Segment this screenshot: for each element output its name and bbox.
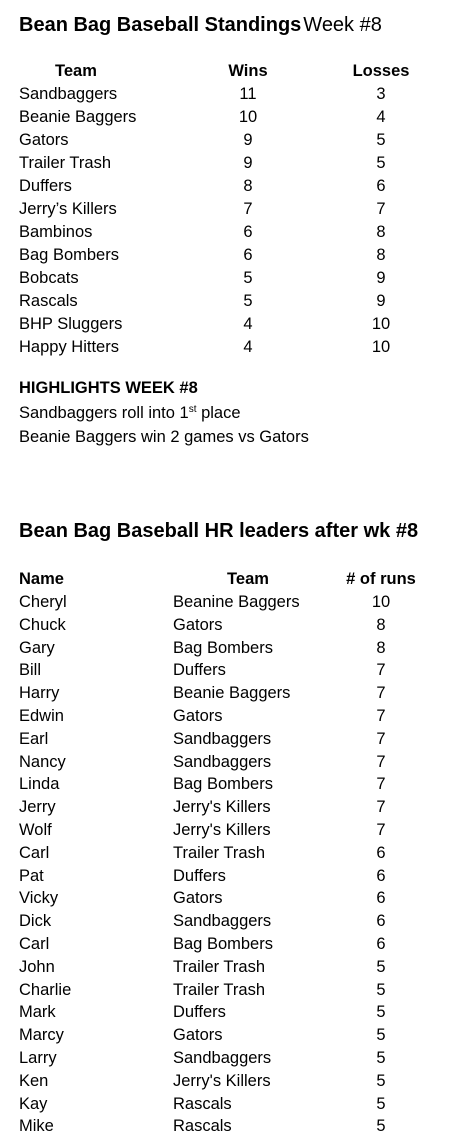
hr-player-runs: 6 (376, 935, 386, 953)
hr-header-name: Name (19, 570, 64, 588)
standings-losses: 9 (376, 292, 386, 310)
hr-player-name: Cheryl (19, 593, 67, 611)
hr-player-team: Bag Bombers (173, 935, 273, 953)
hr-player-name: Gary (19, 639, 55, 657)
hr-row (0, 1047, 459, 1070)
standings-title (19, 14, 382, 37)
hr-player-team: Gators (173, 889, 223, 907)
standings-wins: 7 (243, 200, 253, 218)
hr-row (0, 728, 459, 751)
hr-player-team: Trailer Trash (173, 844, 265, 862)
standings-row (0, 244, 459, 267)
hr-player-team: Bag Bombers (173, 639, 273, 657)
hr-player-name: Jerry (19, 798, 56, 816)
standings-team: BHP Sluggers (19, 315, 123, 333)
hr-player-name: Ken (19, 1072, 49, 1090)
hr-row (0, 751, 459, 774)
hr-player-team: Beanie Baggers (173, 684, 291, 702)
hr-player-runs: 5 (376, 1003, 386, 1021)
standings-losses: 8 (376, 246, 386, 264)
standings-team: Bag Bombers (19, 246, 119, 264)
standings-row (0, 175, 459, 198)
hr-player-team: Gators (173, 707, 223, 725)
hr-row (0, 1024, 459, 1047)
standings-row (0, 152, 459, 175)
hr-player-runs: 5 (376, 981, 386, 999)
hr-player-runs: 6 (376, 889, 386, 907)
standings-team: Happy Hitters (19, 338, 119, 356)
hr-player-runs: 6 (376, 912, 386, 930)
hr-player-runs: 7 (376, 798, 386, 816)
hr-row (0, 1115, 459, 1138)
hr-player-name: Harry (19, 684, 60, 702)
hr-player-name: Pat (19, 867, 44, 885)
hr-player-runs: 6 (376, 844, 386, 862)
hr-row (0, 1070, 459, 1093)
hr-row (0, 682, 459, 705)
standings-losses: 6 (376, 177, 386, 195)
hr-player-team: Rascals (173, 1117, 232, 1135)
standings-wins: 4 (243, 338, 253, 356)
hr-player-team: Jerry's Killers (173, 821, 271, 839)
hr-player-runs: 6 (376, 867, 386, 885)
hr-row (0, 1001, 459, 1024)
hr-player-name: Kay (19, 1095, 48, 1113)
highlight-line-1-sup: st (188, 404, 197, 415)
standings-row (0, 221, 459, 244)
standings-wins: 6 (243, 246, 253, 264)
hr-row (0, 1093, 459, 1116)
hr-row (0, 865, 459, 888)
hr-header-team: Team (227, 570, 269, 588)
hr-row (0, 842, 459, 865)
hr-player-team: Sandbaggers (173, 730, 272, 748)
hr-player-team: Trailer Trash (173, 958, 265, 976)
highlight-line-1-tail: place (196, 404, 241, 422)
standings-losses: 5 (376, 154, 386, 172)
hr-player-team: Jerry's Killers (173, 798, 271, 816)
standings-row (0, 313, 459, 336)
hr-player-runs: 5 (376, 1026, 386, 1044)
standings-wins: 5 (243, 292, 253, 310)
hr-player-name: Marcy (19, 1026, 64, 1044)
hr-player-name: Carl (19, 844, 50, 862)
standings-team: Rascals (19, 292, 78, 310)
standings-losses: 7 (376, 200, 386, 218)
hr-player-team: Trailer Trash (173, 981, 265, 999)
hr-player-runs: 5 (376, 958, 386, 976)
hr-row (0, 614, 459, 637)
hr-player-runs: 5 (376, 1049, 386, 1067)
standings-row (0, 336, 459, 359)
hr-row (0, 979, 459, 1002)
hr-player-team: Gators (173, 616, 223, 634)
hr-player-runs: 7 (376, 684, 386, 702)
hr-player-team: Sandbaggers (173, 1049, 272, 1067)
hr-row (0, 933, 459, 956)
hr-row (0, 659, 459, 682)
standings-losses: 3 (376, 85, 386, 103)
hr-header-runs: # of runs (346, 570, 416, 588)
hr-player-runs: 7 (376, 730, 386, 748)
hr-player-runs: 5 (376, 1117, 386, 1135)
hr-player-runs: 10 (371, 593, 391, 611)
standings-losses: 4 (376, 108, 386, 126)
standings-team: Trailer Trash (19, 154, 111, 172)
standings-row (0, 290, 459, 313)
highlight-line-2: Beanie Baggers win 2 games vs Gators (19, 428, 309, 446)
highlights-title: HIGHLIGHTS WEEK #8 (19, 379, 198, 397)
hr-player-team: Duffers (173, 867, 226, 885)
standings-header-wins: Wins (228, 62, 268, 80)
hr-player-team: Gators (173, 1026, 223, 1044)
hr-player-name: Mike (19, 1117, 54, 1135)
standings-row (0, 83, 459, 106)
standings-row (0, 106, 459, 129)
hr-player-runs: 7 (376, 775, 386, 793)
hr-row (0, 591, 459, 614)
hr-player-team: Sandbaggers (173, 912, 272, 930)
standings-row (0, 267, 459, 290)
standings-wins: 4 (243, 315, 253, 333)
hr-row (0, 796, 459, 819)
standings-wins: 9 (243, 154, 253, 172)
hr-player-name: Nancy (19, 753, 66, 771)
highlight-line-1-text: Sandbaggers roll into 1 (19, 404, 189, 422)
hr-row (0, 956, 459, 979)
hr-player-runs: 5 (376, 1095, 386, 1113)
standings-title-main: Bean Bag Baseball Standings (19, 14, 302, 36)
standings-header-losses: Losses (352, 62, 410, 80)
standings-wins: 10 (238, 108, 258, 126)
hr-player-name: Dick (19, 912, 52, 930)
hr-player-team: Sandbaggers (173, 753, 272, 771)
standings-team: Bambinos (19, 223, 93, 241)
hr-player-team: Beanine Baggers (173, 593, 300, 611)
hr-player-name: Earl (19, 730, 49, 748)
hr-player-name: Chuck (19, 616, 66, 634)
hr-row (0, 910, 459, 933)
standings-losses: 9 (376, 269, 386, 287)
hr-player-runs: 8 (376, 639, 386, 657)
highlight-line-1 (19, 404, 241, 423)
standings-wins: 8 (243, 177, 253, 195)
hr-player-runs: 5 (376, 1072, 386, 1090)
hr-row (0, 705, 459, 728)
hr-player-name: Larry (19, 1049, 57, 1067)
standings-team: Bobcats (19, 269, 79, 287)
standings-team: Jerry’s Killers (19, 200, 117, 218)
hr-player-name: Charlie (19, 981, 72, 999)
hr-player-team: Rascals (173, 1095, 232, 1113)
hr-player-runs: 7 (376, 753, 386, 771)
hr-player-runs: 7 (376, 661, 386, 679)
hr-player-team: Jerry's Killers (173, 1072, 271, 1090)
standings-team: Gators (19, 131, 69, 149)
standings-losses: 10 (371, 315, 391, 333)
hr-player-name: Linda (19, 775, 60, 793)
standings-team: Beanie Baggers (19, 108, 137, 126)
hr-row (0, 887, 459, 910)
standings-wins: 11 (239, 85, 257, 103)
hr-player-name: John (19, 958, 55, 976)
standings-row (0, 129, 459, 152)
hr-player-team: Duffers (173, 661, 226, 679)
hr-player-runs: 7 (376, 707, 386, 725)
standings-title-week: Week #8 (303, 14, 382, 36)
standings-header-team: Team (55, 62, 97, 80)
standings-team: Duffers (19, 177, 72, 195)
standings-row (0, 198, 459, 221)
standings-losses: 8 (376, 223, 386, 241)
standings-losses: 5 (376, 131, 386, 149)
hr-player-team: Duffers (173, 1003, 226, 1021)
hr-player-name: Bill (19, 661, 42, 679)
hr-player-team: Bag Bombers (173, 775, 273, 793)
hr-player-name: Vicky (19, 889, 59, 907)
standings-header-row (0, 60, 459, 83)
hr-player-name: Mark (19, 1003, 56, 1021)
hr-player-runs: 7 (376, 821, 386, 839)
hr-player-name: Edwin (19, 707, 64, 725)
hr-player-name: Carl (19, 935, 50, 953)
hr-row (0, 637, 459, 660)
hr-leaders-title: Bean Bag Baseball HR leaders after wk #8 (19, 520, 419, 542)
hr-row (0, 819, 459, 842)
standings-losses: 10 (371, 338, 391, 356)
hr-player-runs: 8 (376, 616, 386, 634)
hr-row (0, 773, 459, 796)
hr-header-row (0, 568, 459, 591)
standings-wins: 6 (243, 223, 253, 241)
standings-team: Sandbaggers (19, 85, 118, 103)
hr-player-name: Wolf (19, 821, 52, 839)
standings-wins: 5 (243, 269, 253, 287)
standings-wins: 9 (243, 131, 253, 149)
